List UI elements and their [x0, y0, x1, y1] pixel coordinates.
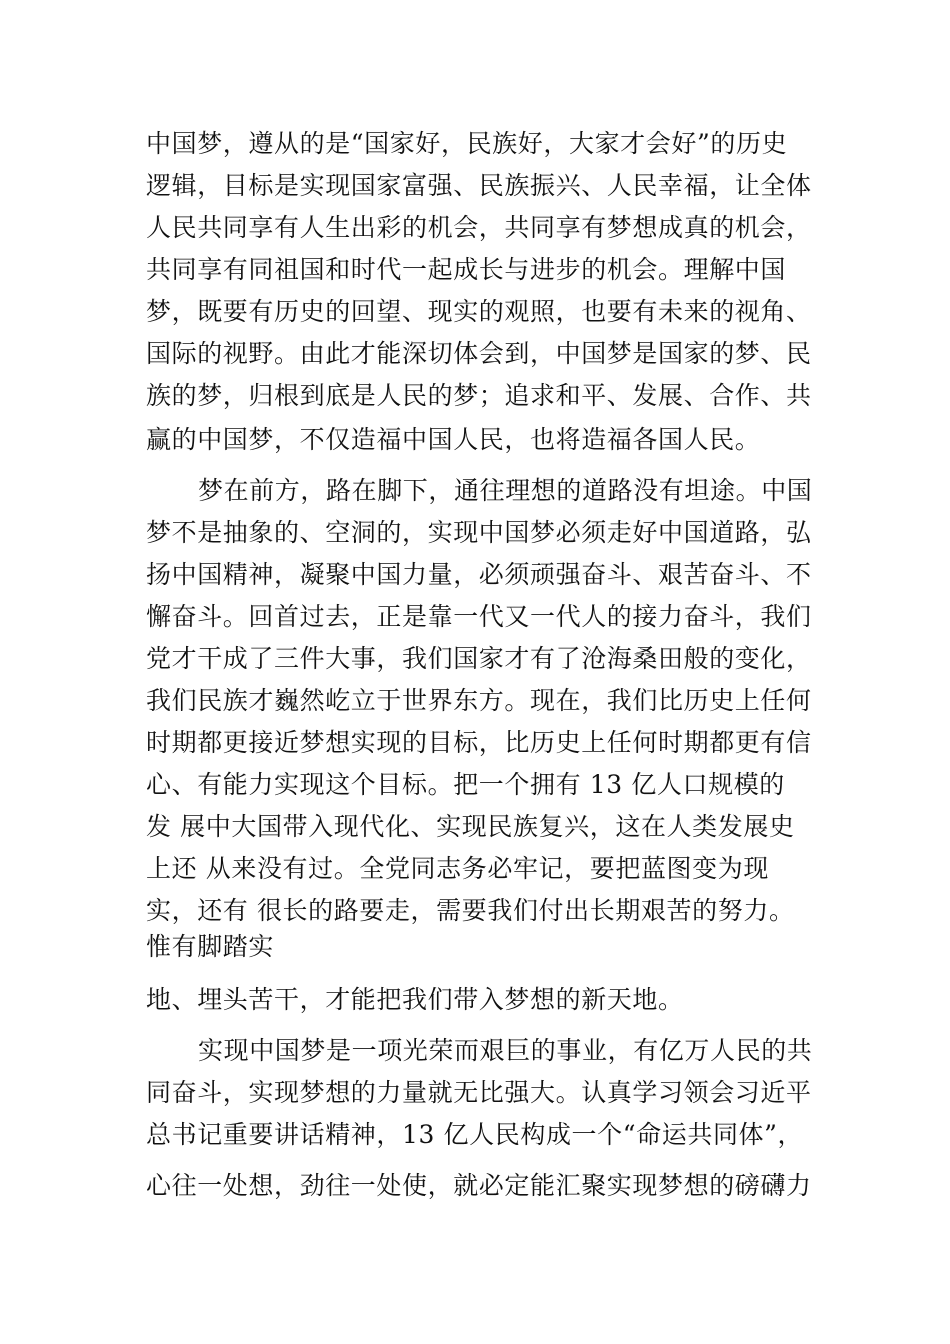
text-line: 共同享有同祖国和时代一起成长与进步的机会。理解中国: [146, 255, 787, 284]
text-line: 总书记重要讲话精神，13 亿人民构成一个“命运共同体”，: [146, 1120, 804, 1149]
text-line: 实，还有 很长的路要走，需要我们付出长期艰苦的努力。: [146, 896, 795, 925]
text-line: 扬中国精神，凝聚中国力量，必须顽强奋斗、艰苦奋斗、不: [146, 560, 812, 589]
paragraph-first-line: 实现中国梦是一项光荣而艰巨的事业，有亿万人民的共: [198, 1036, 813, 1065]
text-line: 发 展中大国带入现代化、实现民族复兴，这在人类发展史: [146, 812, 795, 841]
text-line: 国际的视野。由此才能深切体会到，中国梦是国家的梦、民: [146, 339, 812, 368]
text-line: 时期都更接近梦想实现的目标，比历史上任何时期都更有信: [146, 728, 812, 757]
text-line: 心往一处想，劲往一处使，就必定能汇聚实现梦想的磅礴力: [146, 1171, 812, 1200]
text-line: 梦，既要有历史的回望、现实的观照，也要有未来的视角、: [146, 297, 812, 326]
text-line: 懈奋斗。回首过去，正是靠一代又一代人的接力奋斗，我们: [146, 602, 812, 631]
paragraph-first-line: 梦在前方，路在脚下，通往理想的道路没有坦途。中国: [198, 476, 813, 505]
text-line: 上还 从来没有过。全党同志务必牢记，要把蓝图变为现: [146, 854, 769, 883]
text-line: 逻辑，目标是实现国家富强、民族振兴、人民幸福，让全体: [146, 171, 812, 200]
text-line: 地、埋头苦干，才能把我们带入梦想的新天地。: [146, 985, 684, 1014]
text-line: 同奋斗，实现梦想的力量就无比强大。认真学习领会习近平: [146, 1078, 812, 1107]
text-line: 人民共同享有人生出彩的机会，共同享有梦想成真的机会，: [146, 213, 812, 242]
text-line: 党才干成了三件大事，我们国家才有了沧海桑田般的变化，: [146, 644, 812, 673]
text-line: 我们民族才巍然屹立于世界东方。现在，我们比历史上任何: [146, 686, 812, 715]
text-line: 惟有脚踏实: [146, 932, 275, 961]
text-line: 梦不是抽象的、空洞的，实现中国梦必须走好中国道路，弘: [146, 518, 812, 547]
text-line: 族的梦，归根到底是人民的梦；追求和平、发展、合作、共: [146, 381, 812, 410]
text-line: 心、有能力实现这个目标。把一个拥有 13 亿人口规模的: [146, 770, 785, 799]
text-line: 中国梦，遵从的是“国家好，民族好，大家才会好”的历史: [146, 129, 788, 158]
text-line: 赢的中国梦，不仅造福中国人民，也将造福各国人民。: [146, 425, 761, 454]
